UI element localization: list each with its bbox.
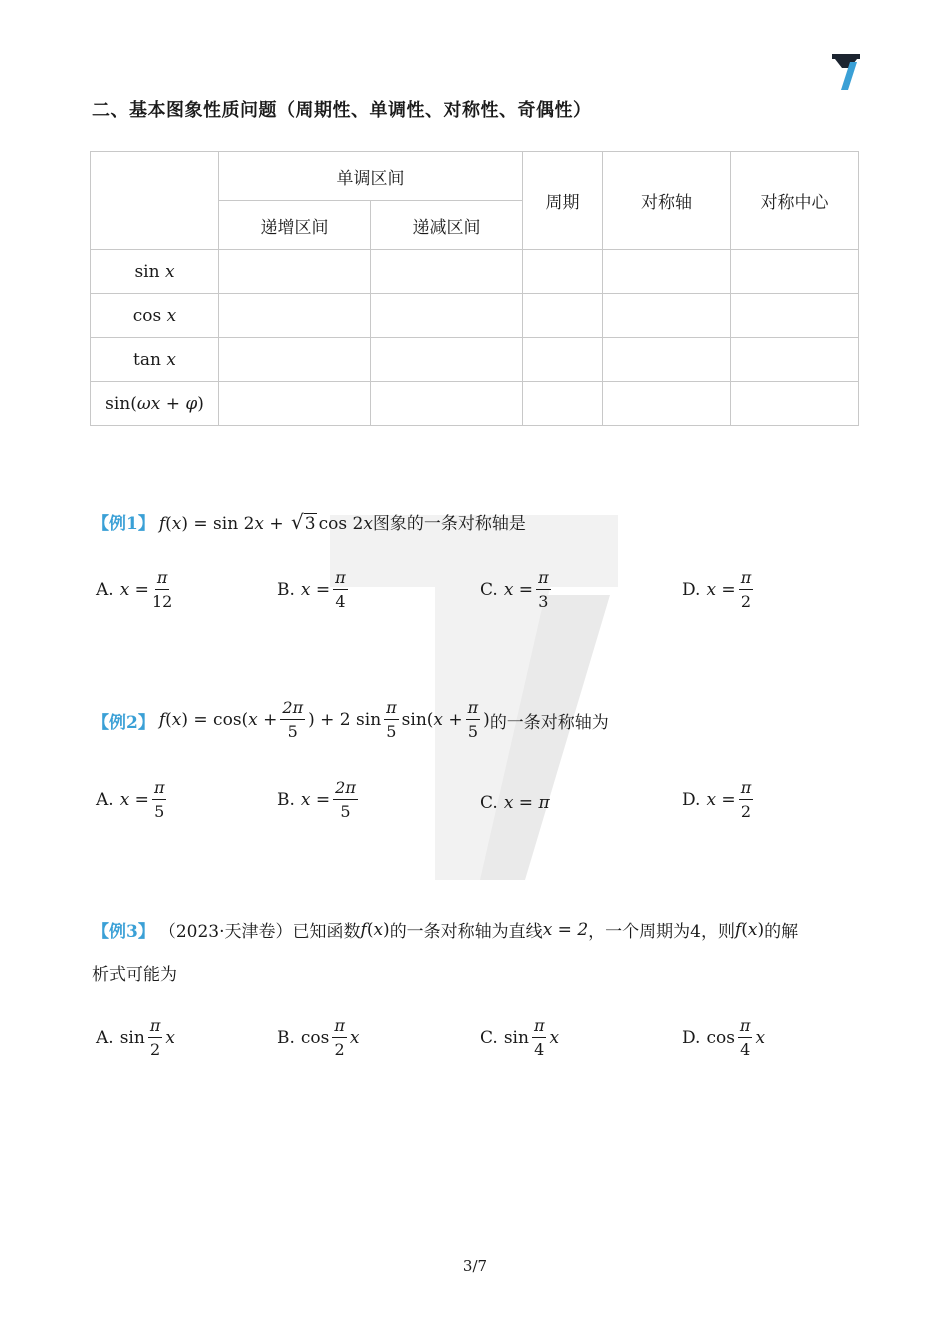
- monotonic-header: 单调区间: [219, 152, 523, 201]
- example-tag: 【例2】: [92, 712, 155, 733]
- center-header: 对称中心: [731, 152, 859, 250]
- decreasing-header: 递减区间: [371, 201, 523, 250]
- increasing-header: 递增区间: [219, 201, 371, 250]
- example-2-question: [92, 700, 609, 740]
- question-text: 图象的一条对称轴是: [372, 514, 526, 534]
- table-row: [91, 250, 859, 294]
- example-tag: 【例3】: [92, 922, 155, 942]
- formula: f(x) = sin 2x + √ 3 cos 2x: [158, 509, 373, 534]
- formula: f(x): [360, 919, 390, 940]
- option-a[interactable]: A. x = $\frac{\pi}{5}$: [96, 778, 165, 821]
- table-row: [91, 382, 859, 426]
- example-1-question: [92, 509, 526, 534]
- formula: f(x): [734, 919, 765, 940]
- axis-value: x = 2: [542, 919, 589, 940]
- example-3-question: 【例3】 （2023·天津卷） 已知函数 f(x) 的一条对称轴为直线 x = 2 ，一个周期为4，则 f(x) 的解: [92, 917, 798, 942]
- row-function: sin(ωx + φ): [91, 382, 219, 426]
- option-b[interactable]: B. cos $\frac{\pi}{2}$ x: [277, 1016, 360, 1059]
- page-number: 3/7: [462, 1257, 488, 1275]
- properties-table: [90, 151, 859, 426]
- option-a[interactable]: A. x = $\frac{\pi}{12}$: [96, 568, 173, 611]
- axis-header: 对称轴: [603, 152, 731, 250]
- option-b[interactable]: B. x = $\frac{\pi}{4}$: [277, 568, 346, 611]
- example-3-line2: 析式可能为: [92, 965, 177, 985]
- section-title: 二、基本图象性质问题（周期性、单调性、对称性、奇偶性）: [92, 100, 592, 121]
- option-b[interactable]: B. x = $\frac{2\pi}{5}$: [277, 778, 356, 821]
- option-d[interactable]: D. x = $\frac{\pi}{2}$: [682, 778, 752, 821]
- table-row: [91, 294, 859, 338]
- question-text: 的一条对称轴为: [489, 712, 609, 733]
- example-tag: 【例1】: [92, 514, 155, 534]
- option-d[interactable]: D. cos $\frac{\pi}{4}$ x: [682, 1016, 766, 1059]
- option-c[interactable]: C. x = π: [480, 793, 550, 813]
- formula: f ( x ) = cos( x + $\frac{2\pi}{5}$ ) + 2 sin $\frac{\pi}{5}$ sin( x + $\frac{\pi}{5}$ ): [158, 698, 490, 741]
- source-tag: （2023·天津卷）: [158, 922, 293, 942]
- option-d[interactable]: D. x = $\frac{\pi}{2}$: [682, 568, 752, 611]
- option-c[interactable]: C. x = $\frac{\pi}{3}$: [480, 568, 549, 611]
- brand-logo-icon: [832, 54, 862, 90]
- row-function: tan x: [91, 338, 219, 382]
- option-c[interactable]: C. sin $\frac{\pi}{4}$ x: [480, 1016, 560, 1059]
- table-corner-cell: [91, 152, 219, 250]
- row-function: sin x: [91, 250, 219, 294]
- period-header: 周期: [523, 152, 603, 250]
- option-a[interactable]: A. sin $\frac{\pi}{2}$ x: [96, 1016, 175, 1059]
- row-function: cos x: [91, 294, 219, 338]
- table-row: [91, 338, 859, 382]
